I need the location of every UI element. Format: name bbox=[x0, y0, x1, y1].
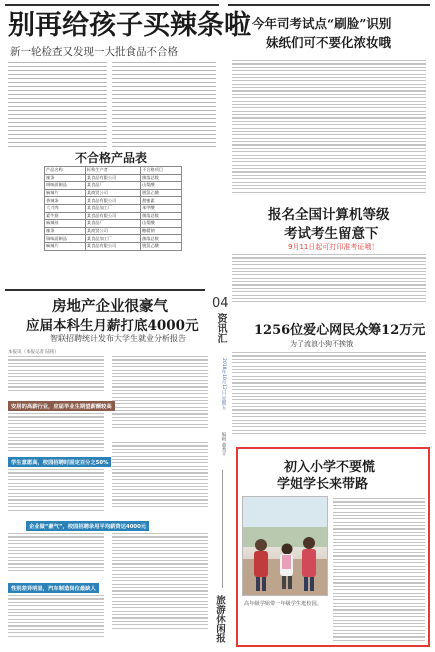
table-row bbox=[45, 227, 182, 235]
column-editor: 编辑 董秀平 bbox=[221, 432, 226, 456]
property-headline-2: 应届本科生月薪打底4000元 bbox=[26, 318, 199, 334]
table-cell: 脱氢乙酸 bbox=[141, 242, 182, 250]
table-title: 不合格产品表 bbox=[0, 150, 222, 166]
table-cell: 菌落总数 bbox=[141, 212, 182, 220]
table-cell: 菌落总数 bbox=[141, 235, 182, 243]
charity-subhead: 为了流浪小狗不挨饿 bbox=[290, 340, 353, 348]
table-cell: 脱氢乙酸 bbox=[141, 189, 182, 197]
table-cell: 麻辣片 bbox=[45, 242, 86, 250]
table-row bbox=[45, 220, 182, 228]
table-cell: 麻辣丝 bbox=[45, 220, 86, 228]
table-cell: 山梨酸 bbox=[141, 182, 182, 190]
table-row bbox=[45, 242, 182, 250]
table-row bbox=[45, 212, 182, 220]
property-headline-1: 房地产企业很豪气 bbox=[52, 298, 168, 315]
left-subhead: 新一轮检查又发现一大批食品不合格 bbox=[10, 46, 178, 58]
table-row bbox=[45, 197, 182, 205]
table-cell: 山梨酸 bbox=[141, 220, 182, 228]
table-cell: 某食品有限公司 bbox=[85, 242, 140, 250]
table-row bbox=[45, 204, 182, 212]
table-cell: 某食品有限公司 bbox=[85, 174, 140, 182]
table-cell: 某食品有限公司 bbox=[85, 197, 140, 205]
computer-headline-2: 考试考生留意下 bbox=[284, 226, 379, 242]
table-cell: 某食品有限公司 bbox=[85, 212, 140, 220]
column-date: 2018年10月12日 星期五 bbox=[221, 358, 226, 410]
table-cell: 某食品加工厂 bbox=[85, 235, 140, 243]
feature-photo bbox=[242, 496, 328, 596]
property-section-3: 企业做“豪气”，校园招聘录用平均薪资达4000元 bbox=[26, 521, 149, 531]
column-label: 资讯汇 bbox=[215, 313, 226, 343]
table-cell: 大刀肉 bbox=[45, 204, 86, 212]
table-row bbox=[45, 182, 182, 190]
table-row bbox=[45, 189, 182, 197]
exam-headline-1: 今年司考试点“刷脸”识别 bbox=[252, 16, 392, 31]
table-cell: 糖精钠 bbox=[141, 227, 182, 235]
table-cell: 辣条 bbox=[45, 174, 86, 182]
table-cell: 麻辣片 bbox=[45, 189, 86, 197]
table-row bbox=[45, 174, 182, 182]
table-cell: 甜蜜素 bbox=[141, 197, 182, 205]
table-cell: 某商贸公司 bbox=[85, 189, 140, 197]
table-row bbox=[45, 167, 182, 175]
computer-subhead: 9月11日起可打印准考证哦！ bbox=[288, 243, 379, 251]
column-divider bbox=[222, 470, 223, 588]
unqualified-products-table bbox=[44, 166, 182, 251]
column-number: 04 bbox=[212, 296, 229, 311]
table-cell: 某食品加工厂 bbox=[85, 204, 140, 212]
table-cell: 调味面制品 bbox=[45, 182, 86, 190]
computer-headline-1: 报名全国计算机等级 bbox=[268, 207, 390, 223]
feature-headline-2: 学姐学长来带路 bbox=[277, 477, 369, 492]
column-bottom-label: 旅游休闲报 bbox=[214, 595, 225, 643]
feature-caption: 高年级学姐带一年级学生逛校园。 bbox=[244, 601, 322, 607]
table-cell: 标称生产者 bbox=[85, 167, 140, 175]
table-cell: 素牛筋 bbox=[45, 212, 86, 220]
table-cell: 苯甲酸 bbox=[141, 204, 182, 212]
property-subhead: 智联招聘统计发布大学生就业分析报告 bbox=[50, 334, 186, 343]
table-row bbox=[45, 235, 182, 243]
table-cell: 辣条 bbox=[45, 227, 86, 235]
charity-headline: 1256位爱心网民众筹12万元 bbox=[254, 323, 426, 338]
table-cell: 香辣条 bbox=[45, 197, 86, 205]
feature-headline-1: 初入小学不要慌 bbox=[284, 460, 376, 475]
property-section-1: 安居的高薪行业，应届毕业生期望薪酬较高 bbox=[8, 401, 115, 411]
property-section-4: 性别差异明显，汽车制造岗位最缺人 bbox=[8, 583, 99, 593]
table-cell: 产品名称 bbox=[45, 167, 86, 175]
table-cell: 某商贸公司 bbox=[85, 227, 140, 235]
property-section-2: 学生意愿高，校园招聘时固定百分之50% bbox=[8, 457, 111, 467]
exam-headline-2: 妹纸们可不要化浓妆哦 bbox=[266, 35, 392, 50]
top-rule bbox=[5, 4, 219, 6]
mid-rule bbox=[5, 289, 205, 291]
property-byline: 本报讯（本报记者 陆铭） bbox=[8, 350, 59, 355]
table-cell: 不合格项目 bbox=[141, 167, 182, 175]
left-headline: 别再给孩子买辣条啦 bbox=[8, 10, 251, 41]
table-cell: 某食品厂 bbox=[85, 220, 140, 228]
table-cell: 某食品厂 bbox=[85, 182, 140, 190]
table-cell: 菌落总数 bbox=[141, 174, 182, 182]
table-cell: 调味面制品 bbox=[45, 235, 86, 243]
right-top-rule bbox=[228, 4, 430, 6]
